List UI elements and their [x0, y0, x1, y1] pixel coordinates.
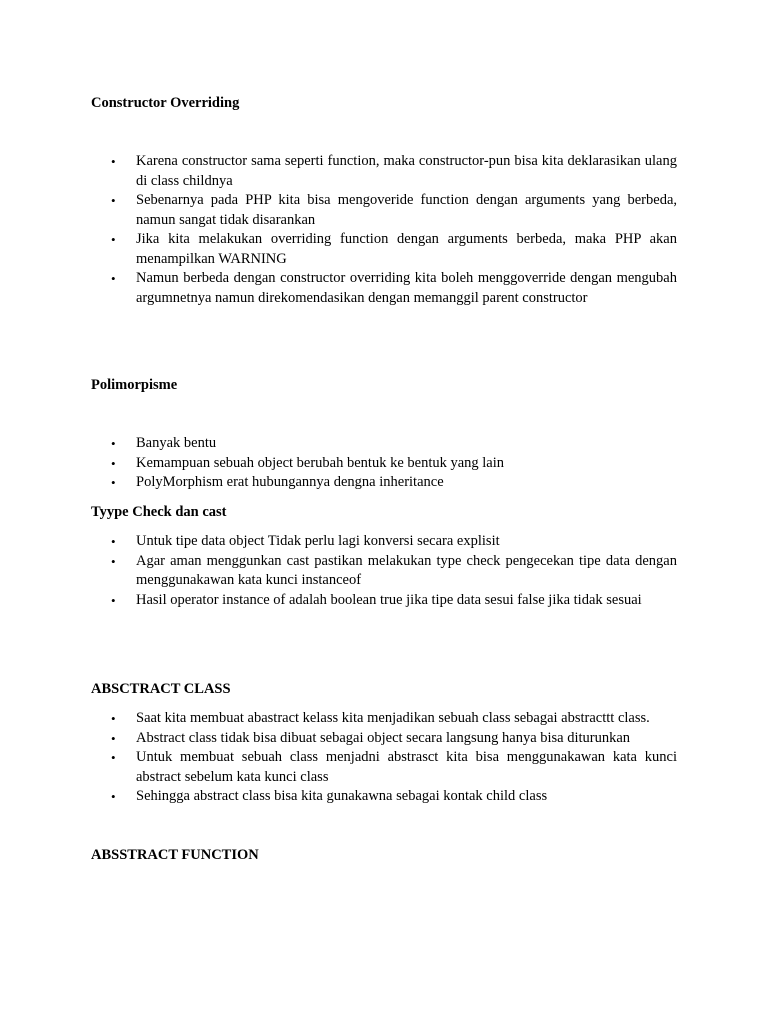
bullet-icon: • — [111, 534, 116, 549]
bullet-list-constructor-overriding — [91, 152, 677, 308]
list-item: • Sebenarnya pada PHP kita bisa mengoveride function dengan arguments yang berbeda, namun sangat tidak disarankan — [111, 192, 677, 228]
bullet-icon: • — [111, 193, 116, 208]
bullet-icon: • — [111, 592, 116, 608]
bullet-icon: • — [111, 730, 116, 746]
bullet-icon: • — [111, 475, 116, 490]
list-item: • Namun berbeda dengan constructor overriding kita boleh menggoverride dengan mengubah argumnetnya namun direkomendasikan dengan memanggil parent constructor — [111, 270, 677, 306]
section-heading-type-check-cast: Tyype Check dan cast — [91, 504, 227, 520]
bullet-icon: • — [111, 789, 116, 804]
bullet-list-abstract-class — [91, 709, 677, 807]
list-item: • Untuk tipe data object Tidak perlu lagi konversi secara explisit — [91, 532, 677, 552]
section-heading-abstract-class: ABSCTRACT CLASS — [91, 681, 231, 697]
list-item: • Banyak bentu — [91, 434, 677, 454]
list-item: • Hasil operator instance of adalah boolean true jika tipe data sesui false jika tidak sesuai — [91, 591, 677, 611]
list-item: • Karena constructor sama seperti function, maka constructor-pun bisa kita deklarasikan ulang di class childnya — [111, 153, 677, 189]
bullet-icon: • — [111, 154, 116, 169]
bullet-icon: • — [111, 553, 116, 569]
list-item: • Saat kita membuat abastract kelass kita menjadikan sebuah class sebagai abstracttt class. — [91, 709, 677, 729]
list-item: • Untuk membuat sebuah class menjadni abstrasct kita bisa menggunakawan kata kunci abstract sebelum kata kunci class — [111, 749, 677, 785]
section-heading-abstract-function: ABSSTRACT FUNCTION — [91, 847, 259, 863]
bullet-icon: • — [111, 232, 116, 247]
list-item: • PolyMorphism erat hubungannya dengna inheritance — [91, 473, 677, 493]
bullet-icon: • — [111, 455, 116, 471]
bullet-icon: • — [111, 711, 116, 726]
list-item: • Sehingga abstract class bisa kita gunakawna sebagai kontak child class — [91, 787, 677, 807]
bullet-icon: • — [111, 271, 116, 286]
section-heading-polimorpisme: Polimorpisme — [91, 377, 178, 393]
list-item: • Kemampuan sebuah object berubah bentuk ke bentuk yang lain — [91, 454, 677, 474]
list-item: • Agar aman menggunkan cast pastikan melakukan type check pengecekan tipe data dengan menggunakawan kata kunci instanceof — [111, 552, 677, 588]
bullet-icon: • — [111, 750, 116, 765]
bullet-list-type-check-cast — [91, 532, 677, 610]
list-item: • Abstract class tidak bisa dibuat sebagai object secara langsung hanya bisa diturunkan — [91, 729, 677, 749]
bullet-list-polimorpisme — [91, 434, 677, 493]
section-heading-constructor-overriding: Constructor Overriding — [91, 95, 240, 111]
list-item: • Jika kita melakukan overriding function dengan arguments berbeda, maka PHP akan menampilkan WARNING — [111, 231, 677, 267]
bullet-icon: • — [111, 436, 116, 451]
